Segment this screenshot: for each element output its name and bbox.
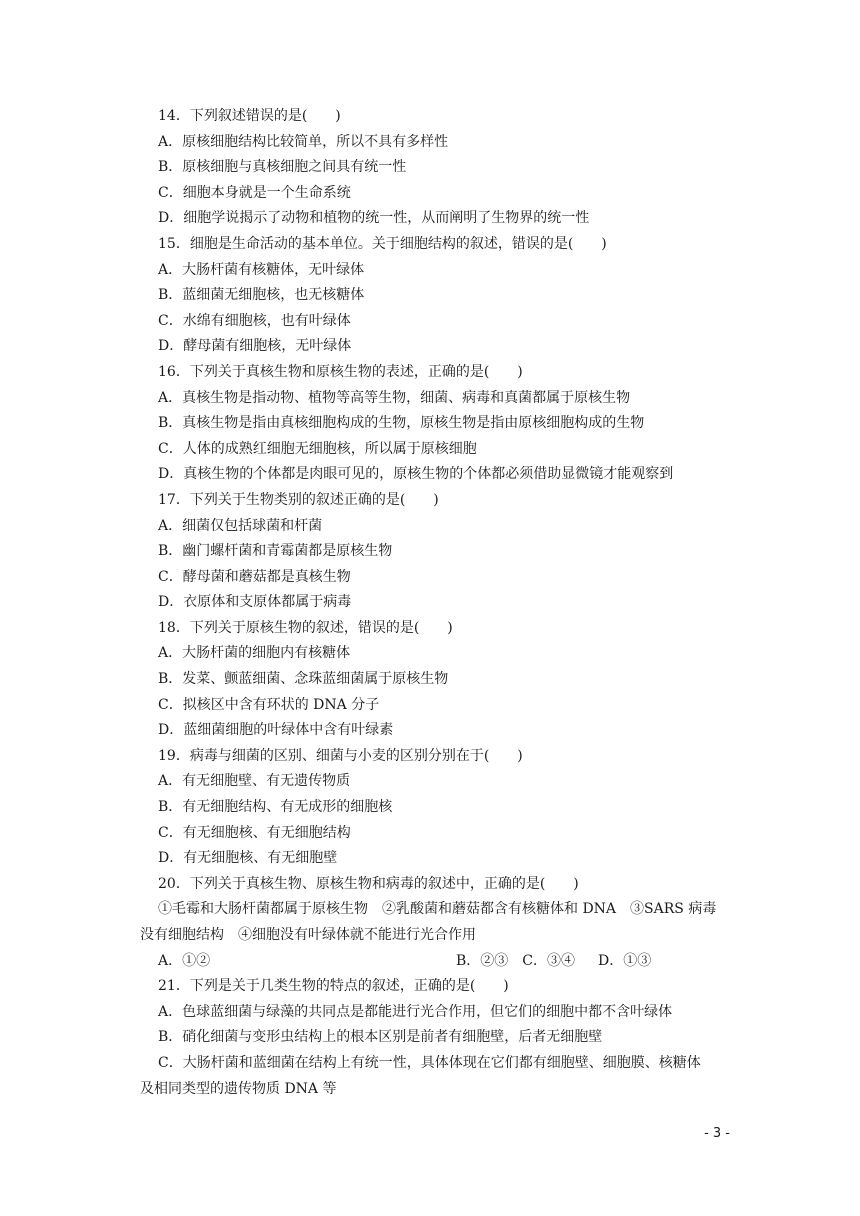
question-21-option-c-line-1: C．大肠杆菌和蓝细菌在结构上有统一性，具体体现在它们都有细胞壁、细胞膜、核糖体 bbox=[158, 1054, 701, 1071]
question-14-option-c: C．细胞本身就是一个生命系统 bbox=[158, 184, 351, 201]
question-15-option-b: B．蓝细菌无细胞核，也无核糖体 bbox=[158, 287, 365, 304]
question-17-option-d: D．衣原体和支原体都属于病毒 bbox=[158, 594, 352, 611]
question-20-options bbox=[158, 949, 744, 975]
question-14-option-a: A．原核细胞结构比较简单，所以不具有多样性 bbox=[158, 133, 449, 150]
question-16-option-d: D．真核生物的个体都是肉眼可见的，原核生物的个体都必须借助显微镜才能观察到 bbox=[158, 466, 674, 483]
question-21-option-b: B．硝化细菌与变形虫结构上的根本区别是前者有细胞壁，后者无细胞壁 bbox=[158, 1029, 603, 1046]
question-20-option-d: D．①③ bbox=[598, 952, 652, 969]
question-16-option-c: C．人体的成熟红细胞无细胞核，所以属于原核细胞 bbox=[158, 440, 477, 457]
question-19-option-d: D．有无细胞核、有无细胞壁 bbox=[158, 850, 338, 867]
question-20-option-a: A．①② bbox=[158, 952, 211, 969]
question-15-option-c: C．水绵有细胞核，也有叶绿体 bbox=[158, 312, 351, 329]
question-20-stem: 20．下列关于真核生物、原核生物和病毒的叙述中，正确的是( ) bbox=[158, 875, 579, 892]
question-14-stem: 14．下列叙述错误的是( ) bbox=[158, 108, 341, 124]
question-17-stem: 17．下列关于生物类别的叙述正确的是( ) bbox=[158, 491, 439, 508]
question-18-option-c: C．拟核区中含有环状的 DNA 分子 bbox=[158, 696, 380, 713]
question-19-stem: 19．病毒与细菌的区别、细菌与小麦的区别分别在于( ) bbox=[158, 747, 523, 764]
question-20-option-bc: B．②③ C．③④ bbox=[456, 952, 575, 969]
question-15-option-d: D．酵母菌有细胞核，无叶绿体 bbox=[158, 338, 352, 355]
question-19-option-b: B．有无细胞结构、有无成形的细胞核 bbox=[158, 799, 393, 816]
question-21-option-c-line-2: 及相同类型的遗传物质 DNA 等 bbox=[140, 1080, 337, 1097]
question-14-option-d: D．细胞学说揭示了动物和植物的统一性，从而阐明了生物界的统一性 bbox=[158, 210, 590, 227]
question-21-stem: 21．下列是关于几类生物的特点的叙述，正确的是( ) bbox=[158, 978, 509, 995]
question-18-stem: 18．下列关于原核生物的叙述，错误的是( ) bbox=[158, 619, 453, 636]
question-19-option-a: A．有无细胞壁、有无遗传物质 bbox=[158, 773, 351, 790]
question-18-option-d: D．蓝细菌细胞的叶绿体中含有叶绿素 bbox=[158, 722, 394, 739]
question-20-statements-line-2: 没有细胞结构 ④细胞没有叶绿体就不能进行光合作用 bbox=[140, 927, 476, 943]
question-15-option-a: A．大肠杆菌有核糖体，无叶绿体 bbox=[158, 261, 365, 278]
question-list bbox=[140, 104, 744, 1102]
question-18-option-b: B．发菜、颤蓝细菌、念珠蓝细菌属于原核生物 bbox=[158, 671, 449, 688]
question-16-stem: 16．下列关于真核生物和原核生物的表述，正确的是( ) bbox=[158, 363, 523, 380]
question-15-stem: 15．细胞是生命活动的基本单位。关于细胞结构的叙述，错误的是( ) bbox=[158, 235, 607, 252]
page-number: - 3 - bbox=[704, 1126, 730, 1141]
question-16-option-a: A．真核生物是指动物、植物等高等生物，细菌、病毒和真菌都属于原核生物 bbox=[158, 389, 631, 406]
question-19-option-c: C．有无细胞核、有无细胞结构 bbox=[158, 824, 351, 841]
question-17-option-b: B．幽门螺杆菌和青霉菌都是原核生物 bbox=[158, 543, 393, 560]
question-18-option-a: A．大肠杆菌的细胞内有核糖体 bbox=[158, 645, 351, 662]
question-20-statements-line-1: ①毛霉和大肠杆菌都属于原核生物 ②乳酸菌和蘑菇都含有核糖体和 DNA ③SARS 病毒 bbox=[158, 901, 717, 918]
question-21-option-a: A．色球蓝细菌与绿藻的共同点是都能进行光合作用，但它们的细胞中都不含叶绿体 bbox=[158, 1003, 673, 1020]
question-17-option-a: A．细菌仅包括球菌和杆菌 bbox=[158, 517, 323, 534]
question-17-option-c: C．酵母菌和蘑菇都是真核生物 bbox=[158, 568, 351, 585]
question-16-option-b: B．真核生物是指由真核细胞构成的生物，原核生物是指由原核细胞构成的生物 bbox=[158, 415, 645, 432]
question-14-option-b: B．原核细胞与真核细胞之间具有统一性 bbox=[158, 159, 407, 176]
